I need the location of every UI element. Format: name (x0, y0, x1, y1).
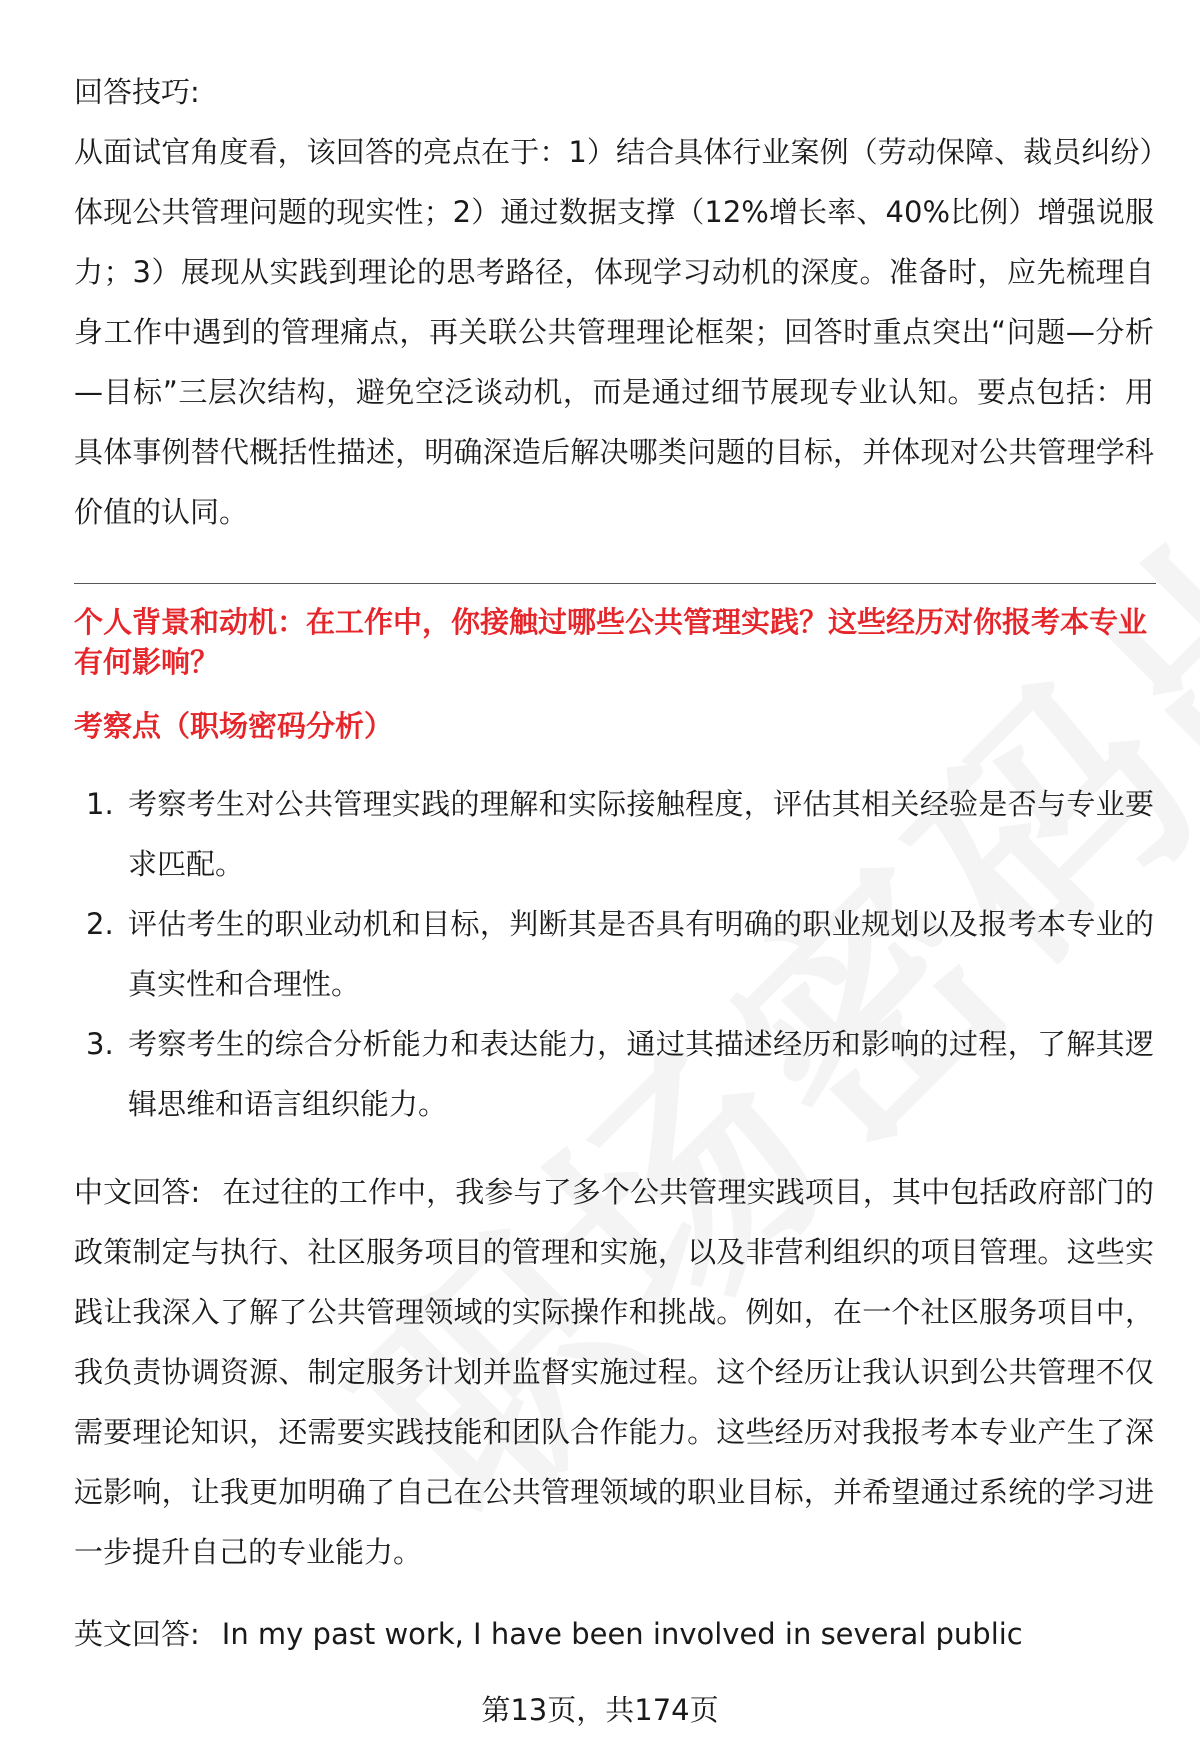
list-item-text: 评估考生的职业动机和目标，判断其是否具有明确的职业规划以及报考本专业的真实性和合理性。 (128, 907, 1154, 1001)
section-divider (74, 583, 1156, 584)
assessment-points (74, 774, 1154, 1134)
list-number: 1. (86, 787, 114, 821)
document-page (74, 62, 1154, 1664)
list-item (74, 894, 1154, 1014)
english-answer-text: In my past work, I have been involved in several public (221, 1617, 1023, 1651)
assessment-heading: 考察点（职场密码分析） (74, 709, 394, 743)
list-item (74, 774, 1154, 894)
page-indicator: 第13页，共174页 (481, 1693, 719, 1727)
list-number: 3. (86, 1027, 114, 1061)
tips-body: 从面试官角度看，该回答的亮点在于：1）结合具体行业案例（劳动保障、裁员纠纷）体现公共管理问题的现实性；2）通过数据支撑（12%增长率、40%比例）增强说服力；3）展现从实践到理论的思考路径，体现学习动机的深度。准备时，应先梳理自身工作中遇到的管理痛点，再关联公共管理理论框架；回答时重点突出“问题—分析—目标”三层次结构，避免空泛谈动机，而是通过细节展现专业认知。要点包括：用具体事例替代概括性描述，明确深造后解决哪类问题的目标，并体现对公共管理学科价值的认同。 (74, 135, 1154, 529)
chinese-answer-label: 中文回答: (74, 1175, 201, 1209)
english-answer-label: 英文回答: (74, 1617, 200, 1651)
list-item-text: 考察考生对公共管理实践的理解和实际接触程度，评估其相关经验是否与专业要求匹配。 (128, 787, 1154, 881)
tips-title: 回答技巧: (74, 75, 200, 109)
list-item-text: 考察考生的综合分析能力和表达能力，通过其描述经历和影响的过程，了解其逻辑思维和语言组织能力。 (128, 1027, 1154, 1121)
chinese-answer-text: 在过往的工作中，我参与了多个公共管理实践项目，其中包括政府部门的政策制定与执行、社区服务项目的管理和实施，以及非营利组织的项目管理。这些实践让我深入了解了公共管理领域的实际操作和挑战。例如，在一个社区服务项目中，我负责协调资源、制定服务计划并监督实施过程。这个经历让我认识到公共管理不仅需要理论知识，还需要实践技能和团队合作能力。这些经历对我报考本专业产生了深远影响，让我更加明确了自己在公共管理领域的职业目标，并希望通过系统的学习进一步提升自己的专业能力。 (74, 1175, 1154, 1569)
english-answer (74, 1604, 1154, 1664)
list-number: 2. (86, 907, 114, 941)
chinese-answer (74, 1162, 1154, 1582)
list-item (74, 1014, 1154, 1134)
question-title: 个人背景和动机：在工作中，你接触过哪些公共管理实践？这些经历对你报考本专业有何影响？ (74, 605, 1148, 679)
